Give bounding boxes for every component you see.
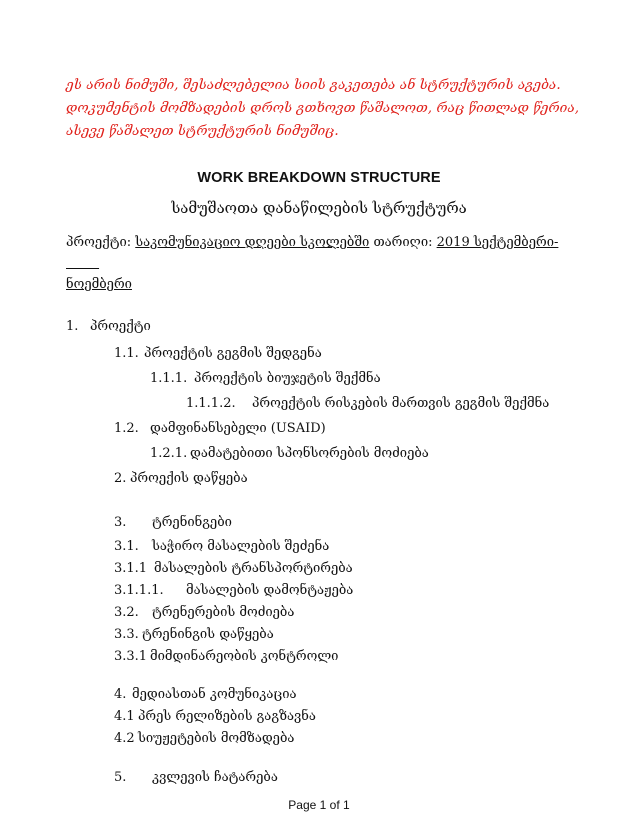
wbs-item bbox=[114, 421, 326, 436]
project-info bbox=[66, 232, 586, 295]
wbs-item bbox=[114, 561, 353, 576]
title-georgian: სამუშაოთა დანაწილების სტრუქტურა bbox=[171, 199, 467, 217]
wbs-item bbox=[114, 515, 232, 530]
wbs-item bbox=[114, 471, 248, 486]
wbs-item bbox=[114, 539, 329, 554]
wbs-number: 3.1.1.1. bbox=[114, 583, 164, 598]
wbs-item bbox=[66, 319, 151, 334]
wbs-number: 3.3.1 bbox=[114, 649, 148, 664]
wbs-text: მედიასთან კომუნიკაცია bbox=[132, 687, 297, 702]
wbs-item bbox=[114, 346, 322, 361]
instruction-line-1: ეს არის ნიმუში, შესაძლებელია სიის გაკეთება ან სტრუქტურის აგება. bbox=[66, 77, 561, 93]
date-continuation: ნოემბერი bbox=[66, 277, 132, 292]
wbs-text: დამფინანსებელი (USAID) bbox=[150, 421, 326, 436]
wbs-number: 1.2. bbox=[114, 421, 139, 436]
wbs-text: კვლევის ჩატარება bbox=[152, 770, 278, 785]
date-label: თარიღი: bbox=[373, 235, 433, 250]
wbs-number: 1.1. bbox=[114, 346, 139, 361]
wbs-item bbox=[150, 371, 381, 386]
date-value: 2019 სექტემბერი- bbox=[436, 235, 559, 250]
wbs-text: პროექტის რისკების მართვის გეგმის შექმნა bbox=[252, 396, 550, 411]
project-label: პროექტი: bbox=[66, 235, 132, 250]
wbs-text: საჭირო მასალების შეძენა bbox=[152, 539, 330, 554]
wbs-text: პროექის დაწყება bbox=[130, 471, 248, 486]
wbs-number: 4.2 bbox=[114, 731, 135, 746]
wbs-item bbox=[186, 396, 549, 411]
wbs-text: პროექტის გეგმის შედგენა bbox=[144, 346, 322, 361]
wbs-number: 4. bbox=[114, 687, 127, 702]
title-english: WORK BREAKDOWN STRUCTURE bbox=[197, 170, 441, 186]
wbs-number: 3.3. bbox=[114, 627, 139, 642]
wbs-text: მასალების ტრანსპორტირება bbox=[154, 561, 353, 576]
wbs-text: ტრენინგები bbox=[152, 515, 232, 530]
page-footer: Page 1 of 1 bbox=[288, 798, 350, 812]
wbs-item bbox=[114, 605, 294, 620]
instruction-note bbox=[66, 74, 586, 143]
wbs-item bbox=[114, 583, 353, 598]
wbs-text: პროექტი bbox=[90, 319, 151, 334]
wbs-text: მიმდინარეობის კონტროლი bbox=[150, 649, 339, 664]
wbs-number: 4.1 bbox=[114, 709, 135, 724]
instruction-line-3: ასევე წაშალეთ სტრუქტურის ნიმუშიც. bbox=[66, 123, 339, 139]
wbs-text: პრეს რელიზების გაგზავნა bbox=[138, 709, 316, 724]
wbs-item bbox=[114, 731, 294, 746]
wbs-number: 3.2. bbox=[114, 605, 139, 620]
wbs-text: ტრენინგის დაწყება bbox=[142, 627, 274, 642]
wbs-item bbox=[114, 709, 316, 724]
wbs-item bbox=[114, 687, 297, 702]
wbs-number: 1. bbox=[66, 319, 79, 334]
wbs-item bbox=[114, 627, 274, 642]
wbs-number: 3.1. bbox=[114, 539, 139, 554]
wbs-text: ტრენერების მოძიება bbox=[152, 605, 295, 620]
wbs-text: დამატებითი სპონსორების მოძიება bbox=[190, 446, 429, 461]
wbs-text: სიუჟეტების მომზადება bbox=[138, 731, 295, 746]
wbs-number: 1.2.1. bbox=[150, 446, 188, 461]
wbs-number: 5. bbox=[114, 770, 127, 785]
instruction-line-2: დოკუმენტის მომზადების დროს გთხოვთ წაშალოთ, რაც წითლად წერია, bbox=[66, 100, 580, 116]
wbs-item bbox=[114, 649, 338, 664]
wbs-item bbox=[150, 446, 429, 461]
wbs-number: 3.1.1 bbox=[114, 561, 148, 576]
wbs-text: პროექტის ბიუჯეტის შექმნა bbox=[194, 371, 381, 386]
project-name: საკომუნიკაციო დღეები სკოლებში bbox=[135, 235, 370, 250]
wbs-number: 3. bbox=[114, 515, 127, 530]
date-underline-fill bbox=[66, 256, 99, 271]
wbs-number: 1.1.1. bbox=[150, 371, 188, 386]
wbs-item bbox=[114, 770, 278, 785]
wbs-number: 1.1.1.2. bbox=[186, 396, 236, 411]
wbs-text: მასალების დამონტაჟება bbox=[186, 583, 354, 598]
wbs-number: 2. bbox=[114, 471, 127, 486]
